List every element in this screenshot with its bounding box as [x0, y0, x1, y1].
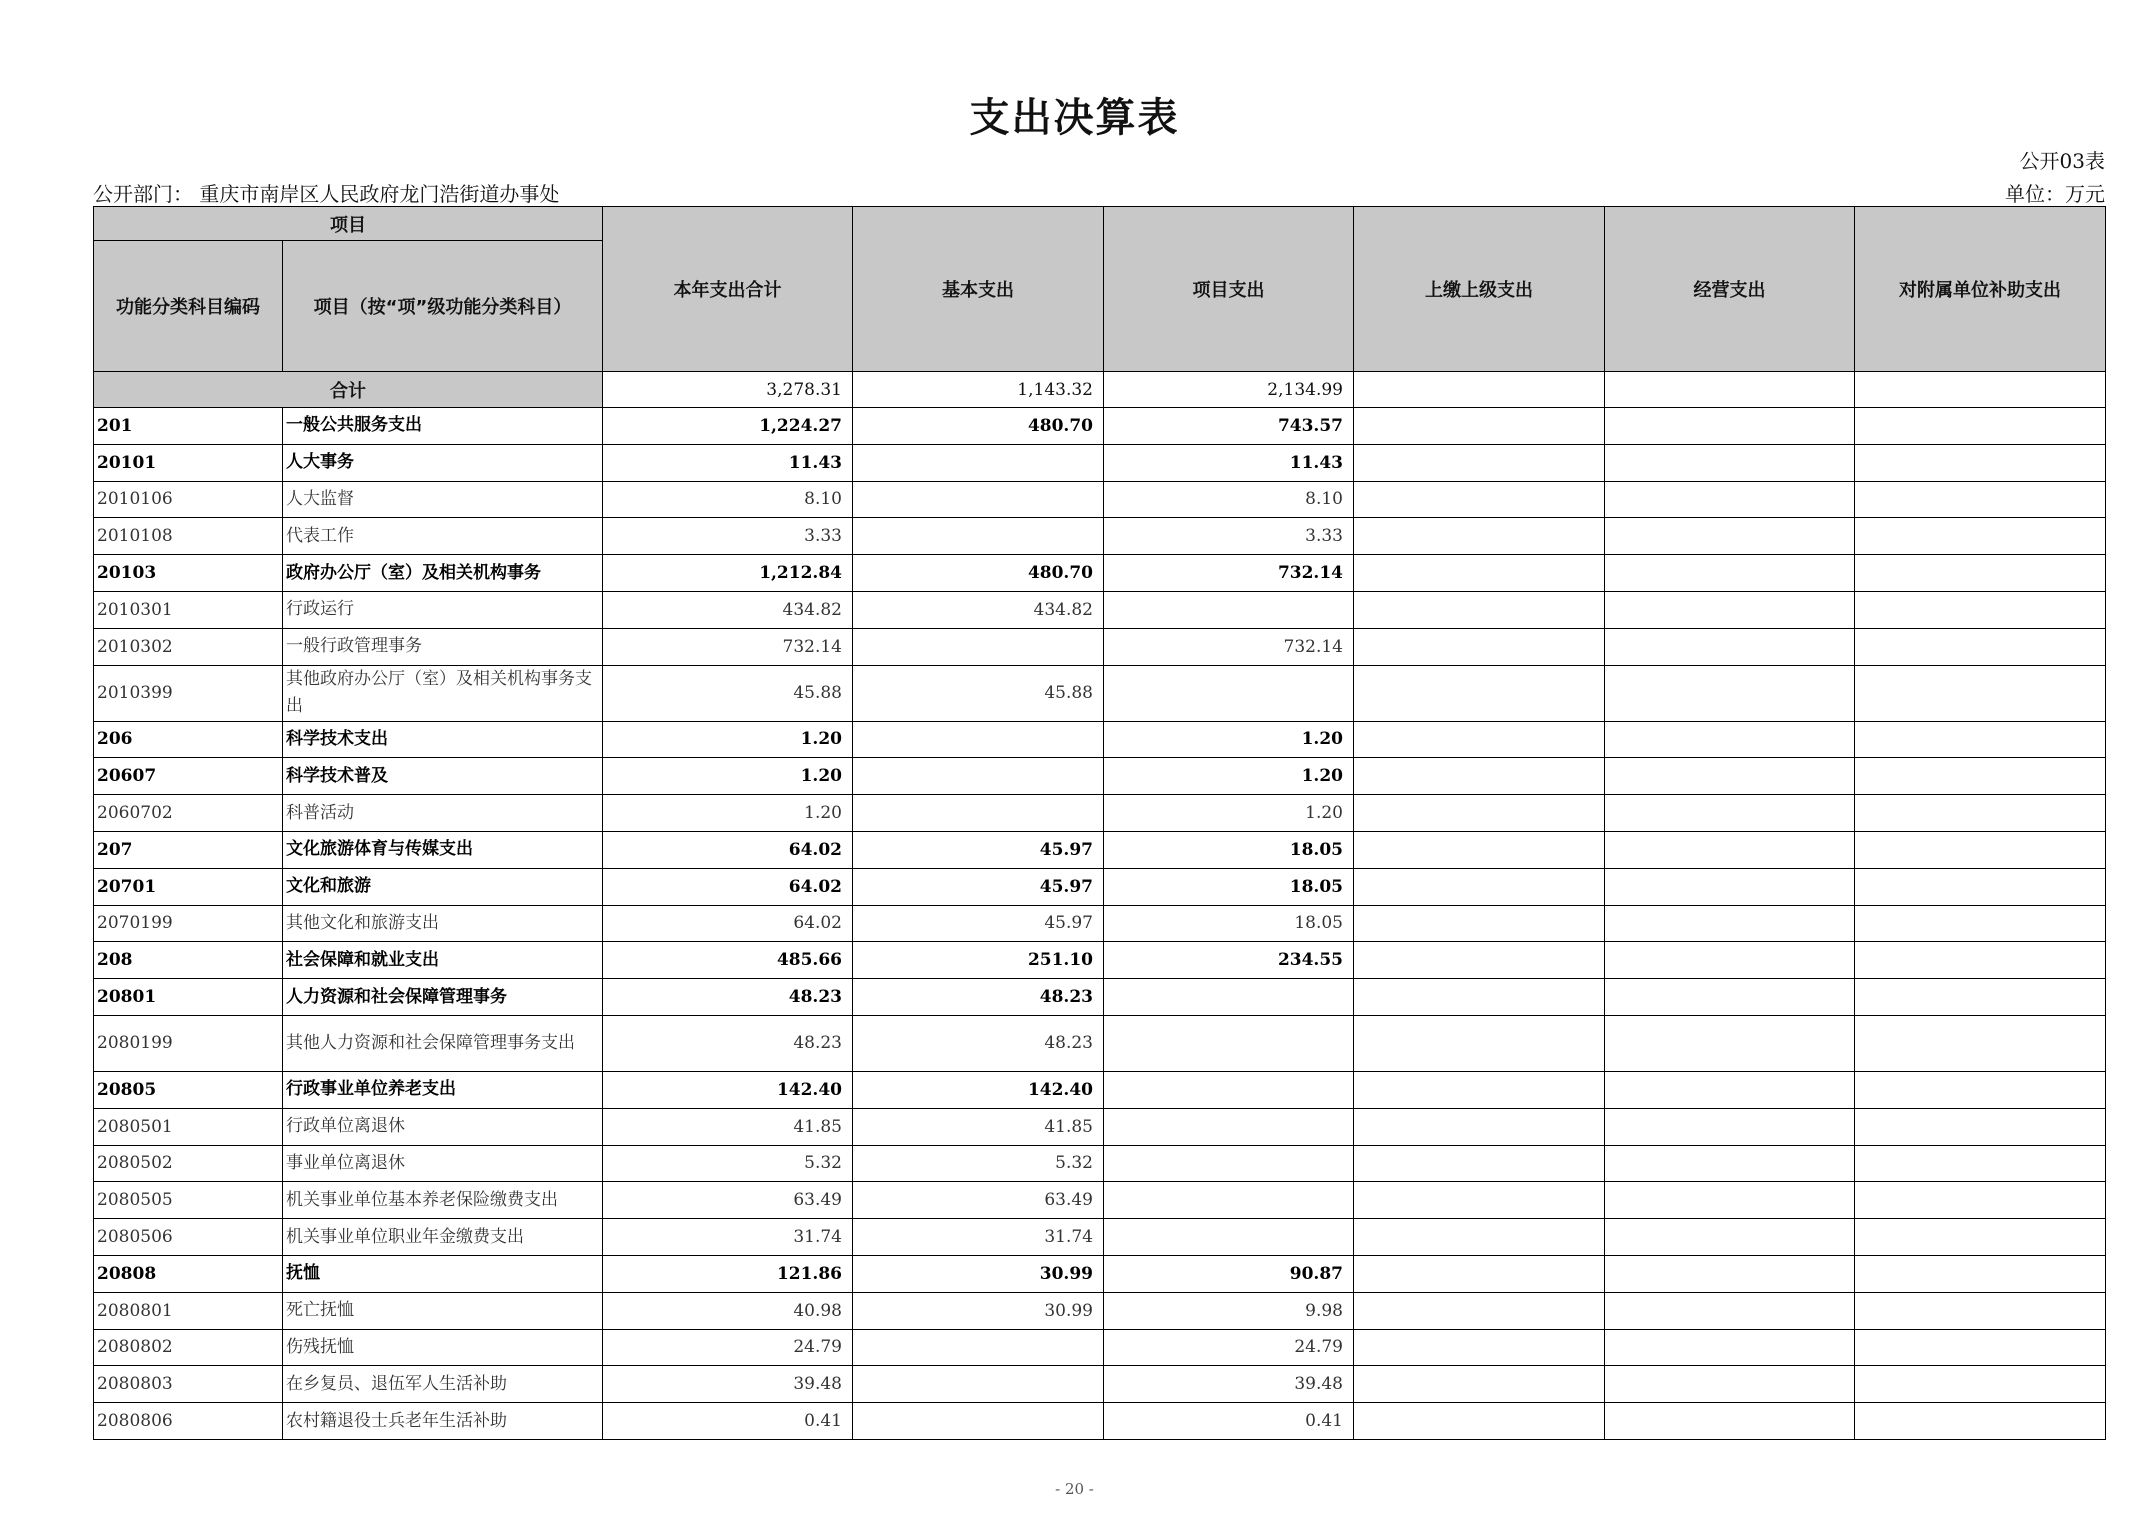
page-number: - 20 - [1055, 1480, 1094, 1498]
upper-cell [1354, 1255, 1605, 1292]
subsidy-cell [1855, 518, 2106, 555]
upper-cell [1354, 831, 1605, 868]
business-cell [1605, 758, 1855, 795]
upper-cell [1354, 1108, 1605, 1145]
business-cell [1605, 721, 1855, 758]
code-cell: 20805 [94, 1071, 283, 1108]
name-cell: 科普活动 [283, 795, 603, 832]
total-label: 合计 [94, 372, 603, 408]
code-cell: 2080505 [94, 1182, 283, 1219]
code-cell: 20101 [94, 444, 283, 481]
basic-cell [853, 721, 1104, 758]
header-item: 项目 [94, 207, 603, 241]
total-cell: 48.23 [603, 979, 853, 1016]
business-cell [1605, 1108, 1855, 1145]
table-row [94, 721, 2106, 758]
project-cell: 18.05 [1104, 868, 1354, 905]
name-cell: 人大事务 [283, 444, 603, 481]
table-row [94, 905, 2106, 942]
total-cell: 41.85 [603, 1108, 853, 1145]
upper-cell [1354, 1329, 1605, 1366]
table-row [94, 408, 2106, 445]
business-cell [1605, 942, 1855, 979]
basic-cell: 48.23 [853, 979, 1104, 1016]
name-cell: 事业单位离退休 [283, 1145, 603, 1182]
name-cell: 人力资源和社会保障管理事务 [283, 979, 603, 1016]
table-row [94, 665, 2106, 721]
code-cell: 2080806 [94, 1403, 283, 1440]
project-cell: 24.79 [1104, 1329, 1354, 1366]
upper-cell [1354, 444, 1605, 481]
header-code: 功能分类科目编码 [94, 241, 283, 372]
code-cell: 2080801 [94, 1292, 283, 1329]
basic-cell: 45.97 [853, 831, 1104, 868]
subsidy-cell [1855, 444, 2106, 481]
subsidy-cell [1855, 1071, 2106, 1108]
code-cell: 2010302 [94, 628, 283, 665]
total-cell: 0.41 [603, 1403, 853, 1440]
code-cell: 2080199 [94, 1015, 283, 1071]
project-cell: 732.14 [1104, 628, 1354, 665]
basic-cell: 45.97 [853, 868, 1104, 905]
project-cell: 9.98 [1104, 1292, 1354, 1329]
total-cell: 48.23 [603, 1015, 853, 1071]
name-cell: 伤残抚恤 [283, 1329, 603, 1366]
name-cell: 社会保障和就业支出 [283, 942, 603, 979]
upper-cell [1354, 481, 1605, 518]
subsidy-cell [1855, 1292, 2106, 1329]
project-cell: 18.05 [1104, 831, 1354, 868]
code-cell: 2080506 [94, 1219, 283, 1256]
project-cell: 732.14 [1104, 555, 1354, 592]
basic-cell [853, 481, 1104, 518]
business-cell [1605, 1182, 1855, 1219]
total-cell: 63.49 [603, 1182, 853, 1219]
business-cell [1605, 1255, 1855, 1292]
business-cell [1605, 518, 1855, 555]
name-cell: 文化旅游体育与传媒支出 [283, 831, 603, 868]
subsidy-cell [1855, 628, 2106, 665]
total-upper-cell [1354, 372, 1605, 408]
name-cell: 死亡抚恤 [283, 1292, 603, 1329]
subsidy-cell [1855, 1329, 2106, 1366]
project-cell [1104, 1108, 1354, 1145]
basic-cell [853, 795, 1104, 832]
basic-cell: 5.32 [853, 1145, 1104, 1182]
table-row [94, 1403, 2106, 1440]
subsidy-cell [1855, 555, 2106, 592]
table-row [94, 1366, 2106, 1403]
name-cell: 政府办公厅（室）及相关机构事务 [283, 555, 603, 592]
subsidy-cell [1855, 1219, 2106, 1256]
total-cell: 3,278.31 [603, 372, 853, 408]
total-basic-cell: 1,143.32 [853, 372, 1104, 408]
total-cell: 64.02 [603, 831, 853, 868]
subsidy-cell [1855, 1108, 2106, 1145]
table-row [94, 868, 2106, 905]
total-subsidy-cell [1855, 372, 2106, 408]
basic-cell: 45.88 [853, 665, 1104, 721]
name-cell: 机关事业单位基本养老保险缴费支出 [283, 1182, 603, 1219]
table-row [94, 1255, 2106, 1292]
total-cell: 45.88 [603, 665, 853, 721]
project-cell [1104, 1071, 1354, 1108]
total-cell: 64.02 [603, 868, 853, 905]
code-cell: 20103 [94, 555, 283, 592]
table-row [94, 1015, 2106, 1071]
upper-cell [1354, 555, 1605, 592]
code-cell: 20801 [94, 979, 283, 1016]
subsidy-cell [1855, 868, 2106, 905]
name-cell: 文化和旅游 [283, 868, 603, 905]
department-label: 公开部门： 重庆市南岸区人民政府龙门浩街道办事处 [93, 182, 560, 206]
basic-cell [853, 444, 1104, 481]
expenditure-table [93, 206, 2106, 1440]
table-row [94, 1329, 2106, 1366]
name-cell: 代表工作 [283, 518, 603, 555]
subsidy-cell [1855, 831, 2106, 868]
total-cell: 5.32 [603, 1145, 853, 1182]
basic-cell: 41.85 [853, 1108, 1104, 1145]
business-cell [1605, 1145, 1855, 1182]
name-cell: 一般行政管理事务 [283, 628, 603, 665]
subsidy-cell [1855, 1015, 2106, 1071]
total-row [94, 372, 2106, 408]
subsidy-cell [1855, 905, 2106, 942]
table-row [94, 481, 2106, 518]
code-cell: 207 [94, 831, 283, 868]
table-row [94, 555, 2106, 592]
name-cell: 机关事业单位职业年金缴费支出 [283, 1219, 603, 1256]
header-project: 项目支出 [1104, 207, 1354, 372]
business-cell [1605, 905, 1855, 942]
business-cell [1605, 979, 1855, 1016]
upper-cell [1354, 942, 1605, 979]
basic-cell [853, 1403, 1104, 1440]
basic-cell [853, 1329, 1104, 1366]
upper-cell [1354, 758, 1605, 795]
name-cell: 科学技术普及 [283, 758, 603, 795]
header-total: 本年支出合计 [603, 207, 853, 372]
header-subsidy: 对附属单位补助支出 [1855, 207, 2106, 372]
subsidy-cell [1855, 721, 2106, 758]
business-cell [1605, 628, 1855, 665]
table-row [94, 591, 2106, 628]
table-row [94, 1145, 2106, 1182]
project-cell [1104, 1015, 1354, 1071]
code-cell: 2010399 [94, 665, 283, 721]
name-cell: 其他文化和旅游支出 [283, 905, 603, 942]
table-row [94, 979, 2106, 1016]
code-cell: 20701 [94, 868, 283, 905]
subsidy-cell [1855, 481, 2106, 518]
project-cell [1104, 1182, 1354, 1219]
document-title: 支出决算表 [969, 95, 1180, 141]
subsidy-cell [1855, 942, 2106, 979]
table-row [94, 758, 2106, 795]
business-cell [1605, 1292, 1855, 1329]
table-row [94, 628, 2106, 665]
basic-cell: 480.70 [853, 555, 1104, 592]
name-cell: 一般公共服务支出 [283, 408, 603, 445]
code-cell: 208 [94, 942, 283, 979]
business-cell [1605, 831, 1855, 868]
basic-cell: 30.99 [853, 1255, 1104, 1292]
business-cell [1605, 665, 1855, 721]
basic-cell: 63.49 [853, 1182, 1104, 1219]
table-row [94, 795, 2106, 832]
upper-cell [1354, 1292, 1605, 1329]
project-cell [1104, 1219, 1354, 1256]
code-cell: 20607 [94, 758, 283, 795]
name-cell: 行政事业单位养老支出 [283, 1071, 603, 1108]
total-cell: 434.82 [603, 591, 853, 628]
total-cell: 31.74 [603, 1219, 853, 1256]
name-cell: 其他人力资源和社会保障管理事务支出 [283, 1015, 603, 1071]
table-row [94, 1071, 2106, 1108]
total-cell: 732.14 [603, 628, 853, 665]
total-cell: 1.20 [603, 721, 853, 758]
total-cell: 1,224.27 [603, 408, 853, 445]
unit-label: 单位：万元 [2005, 182, 2105, 206]
name-cell: 其他政府办公厅（室）及相关机构事务支出 [283, 665, 603, 721]
project-cell [1104, 979, 1354, 1016]
name-cell: 农村籍退役士兵老年生活补助 [283, 1403, 603, 1440]
project-cell: 743.57 [1104, 408, 1354, 445]
total-project-cell: 2,134.99 [1104, 372, 1354, 408]
basic-cell [853, 758, 1104, 795]
code-cell: 2010108 [94, 518, 283, 555]
total-cell: 40.98 [603, 1292, 853, 1329]
table-row [94, 518, 2106, 555]
name-cell: 科学技术支出 [283, 721, 603, 758]
upper-cell [1354, 1219, 1605, 1256]
business-cell [1605, 1329, 1855, 1366]
subsidy-cell [1855, 979, 2106, 1016]
project-cell: 90.87 [1104, 1255, 1354, 1292]
code-cell: 2010106 [94, 481, 283, 518]
total-cell: 1.20 [603, 795, 853, 832]
total-cell: 121.86 [603, 1255, 853, 1292]
project-cell: 8.10 [1104, 481, 1354, 518]
header-basic: 基本支出 [853, 207, 1104, 372]
subsidy-cell [1855, 1145, 2106, 1182]
basic-cell: 48.23 [853, 1015, 1104, 1071]
code-cell: 201 [94, 408, 283, 445]
project-cell: 18.05 [1104, 905, 1354, 942]
table-row [94, 444, 2106, 481]
total-cell: 3.33 [603, 518, 853, 555]
subsidy-cell [1855, 1255, 2106, 1292]
upper-cell [1354, 408, 1605, 445]
table-row [94, 942, 2106, 979]
business-cell [1605, 591, 1855, 628]
project-cell [1104, 665, 1354, 721]
project-cell: 11.43 [1104, 444, 1354, 481]
project-cell [1104, 591, 1354, 628]
project-cell: 234.55 [1104, 942, 1354, 979]
subsidy-cell [1855, 1403, 2106, 1440]
total-cell: 39.48 [603, 1366, 853, 1403]
basic-cell: 45.97 [853, 905, 1104, 942]
upper-cell [1354, 518, 1605, 555]
total-cell: 24.79 [603, 1329, 853, 1366]
project-cell: 1.20 [1104, 721, 1354, 758]
business-cell [1605, 408, 1855, 445]
upper-cell [1354, 1145, 1605, 1182]
total-cell: 485.66 [603, 942, 853, 979]
project-cell: 0.41 [1104, 1403, 1354, 1440]
total-cell: 142.40 [603, 1071, 853, 1108]
business-cell [1605, 481, 1855, 518]
table-number: 公开03表 [2019, 149, 2105, 173]
total-cell: 8.10 [603, 481, 853, 518]
header-name: 项目（按“项”级功能分类科目） [283, 241, 603, 372]
code-cell: 2080502 [94, 1145, 283, 1182]
table-row [94, 1182, 2106, 1219]
total-business-cell [1605, 372, 1855, 408]
business-cell [1605, 555, 1855, 592]
upper-cell [1354, 795, 1605, 832]
basic-cell [853, 628, 1104, 665]
name-cell: 在乡复员、退伍军人生活补助 [283, 1366, 603, 1403]
total-cell: 1,212.84 [603, 555, 853, 592]
header-upper: 上缴上级支出 [1354, 207, 1605, 372]
upper-cell [1354, 628, 1605, 665]
upper-cell [1354, 591, 1605, 628]
upper-cell [1354, 905, 1605, 942]
code-cell: 206 [94, 721, 283, 758]
total-cell: 64.02 [603, 905, 853, 942]
subsidy-cell [1855, 591, 2106, 628]
code-cell: 2010301 [94, 591, 283, 628]
upper-cell [1354, 1366, 1605, 1403]
basic-cell: 480.70 [853, 408, 1104, 445]
upper-cell [1354, 1071, 1605, 1108]
code-cell: 2060702 [94, 795, 283, 832]
basic-cell: 251.10 [853, 942, 1104, 979]
business-cell [1605, 868, 1855, 905]
table-row [94, 1108, 2106, 1145]
upper-cell [1354, 1015, 1605, 1071]
table-row [94, 1292, 2106, 1329]
code-cell: 2080803 [94, 1366, 283, 1403]
name-cell: 抚恤 [283, 1255, 603, 1292]
upper-cell [1354, 868, 1605, 905]
upper-cell [1354, 979, 1605, 1016]
subsidy-cell [1855, 758, 2106, 795]
subsidy-cell [1855, 1182, 2106, 1219]
business-cell [1605, 1403, 1855, 1440]
business-cell [1605, 1015, 1855, 1071]
table-row [94, 831, 2106, 868]
basic-cell: 142.40 [853, 1071, 1104, 1108]
upper-cell [1354, 1182, 1605, 1219]
upper-cell [1354, 1403, 1605, 1440]
code-cell: 2080802 [94, 1329, 283, 1366]
upper-cell [1354, 665, 1605, 721]
project-cell: 1.20 [1104, 758, 1354, 795]
upper-cell [1354, 721, 1605, 758]
basic-cell: 31.74 [853, 1219, 1104, 1256]
code-cell: 20808 [94, 1255, 283, 1292]
business-cell [1605, 444, 1855, 481]
header-business: 经营支出 [1605, 207, 1855, 372]
business-cell [1605, 1219, 1855, 1256]
basic-cell [853, 518, 1104, 555]
business-cell [1605, 1366, 1855, 1403]
table-row [94, 1219, 2106, 1256]
total-cell: 11.43 [603, 444, 853, 481]
project-cell: 39.48 [1104, 1366, 1354, 1403]
subsidy-cell [1855, 665, 2106, 721]
business-cell [1605, 795, 1855, 832]
code-cell: 2080501 [94, 1108, 283, 1145]
project-cell: 3.33 [1104, 518, 1354, 555]
basic-cell: 434.82 [853, 591, 1104, 628]
business-cell [1605, 1071, 1855, 1108]
subsidy-cell [1855, 1366, 2106, 1403]
code-cell: 2070199 [94, 905, 283, 942]
name-cell: 人大监督 [283, 481, 603, 518]
basic-cell: 30.99 [853, 1292, 1104, 1329]
name-cell: 行政运行 [283, 591, 603, 628]
name-cell: 行政单位离退休 [283, 1108, 603, 1145]
subsidy-cell [1855, 408, 2106, 445]
subsidy-cell [1855, 795, 2106, 832]
project-cell [1104, 1145, 1354, 1182]
total-cell: 1.20 [603, 758, 853, 795]
project-cell: 1.20 [1104, 795, 1354, 832]
basic-cell [853, 1366, 1104, 1403]
